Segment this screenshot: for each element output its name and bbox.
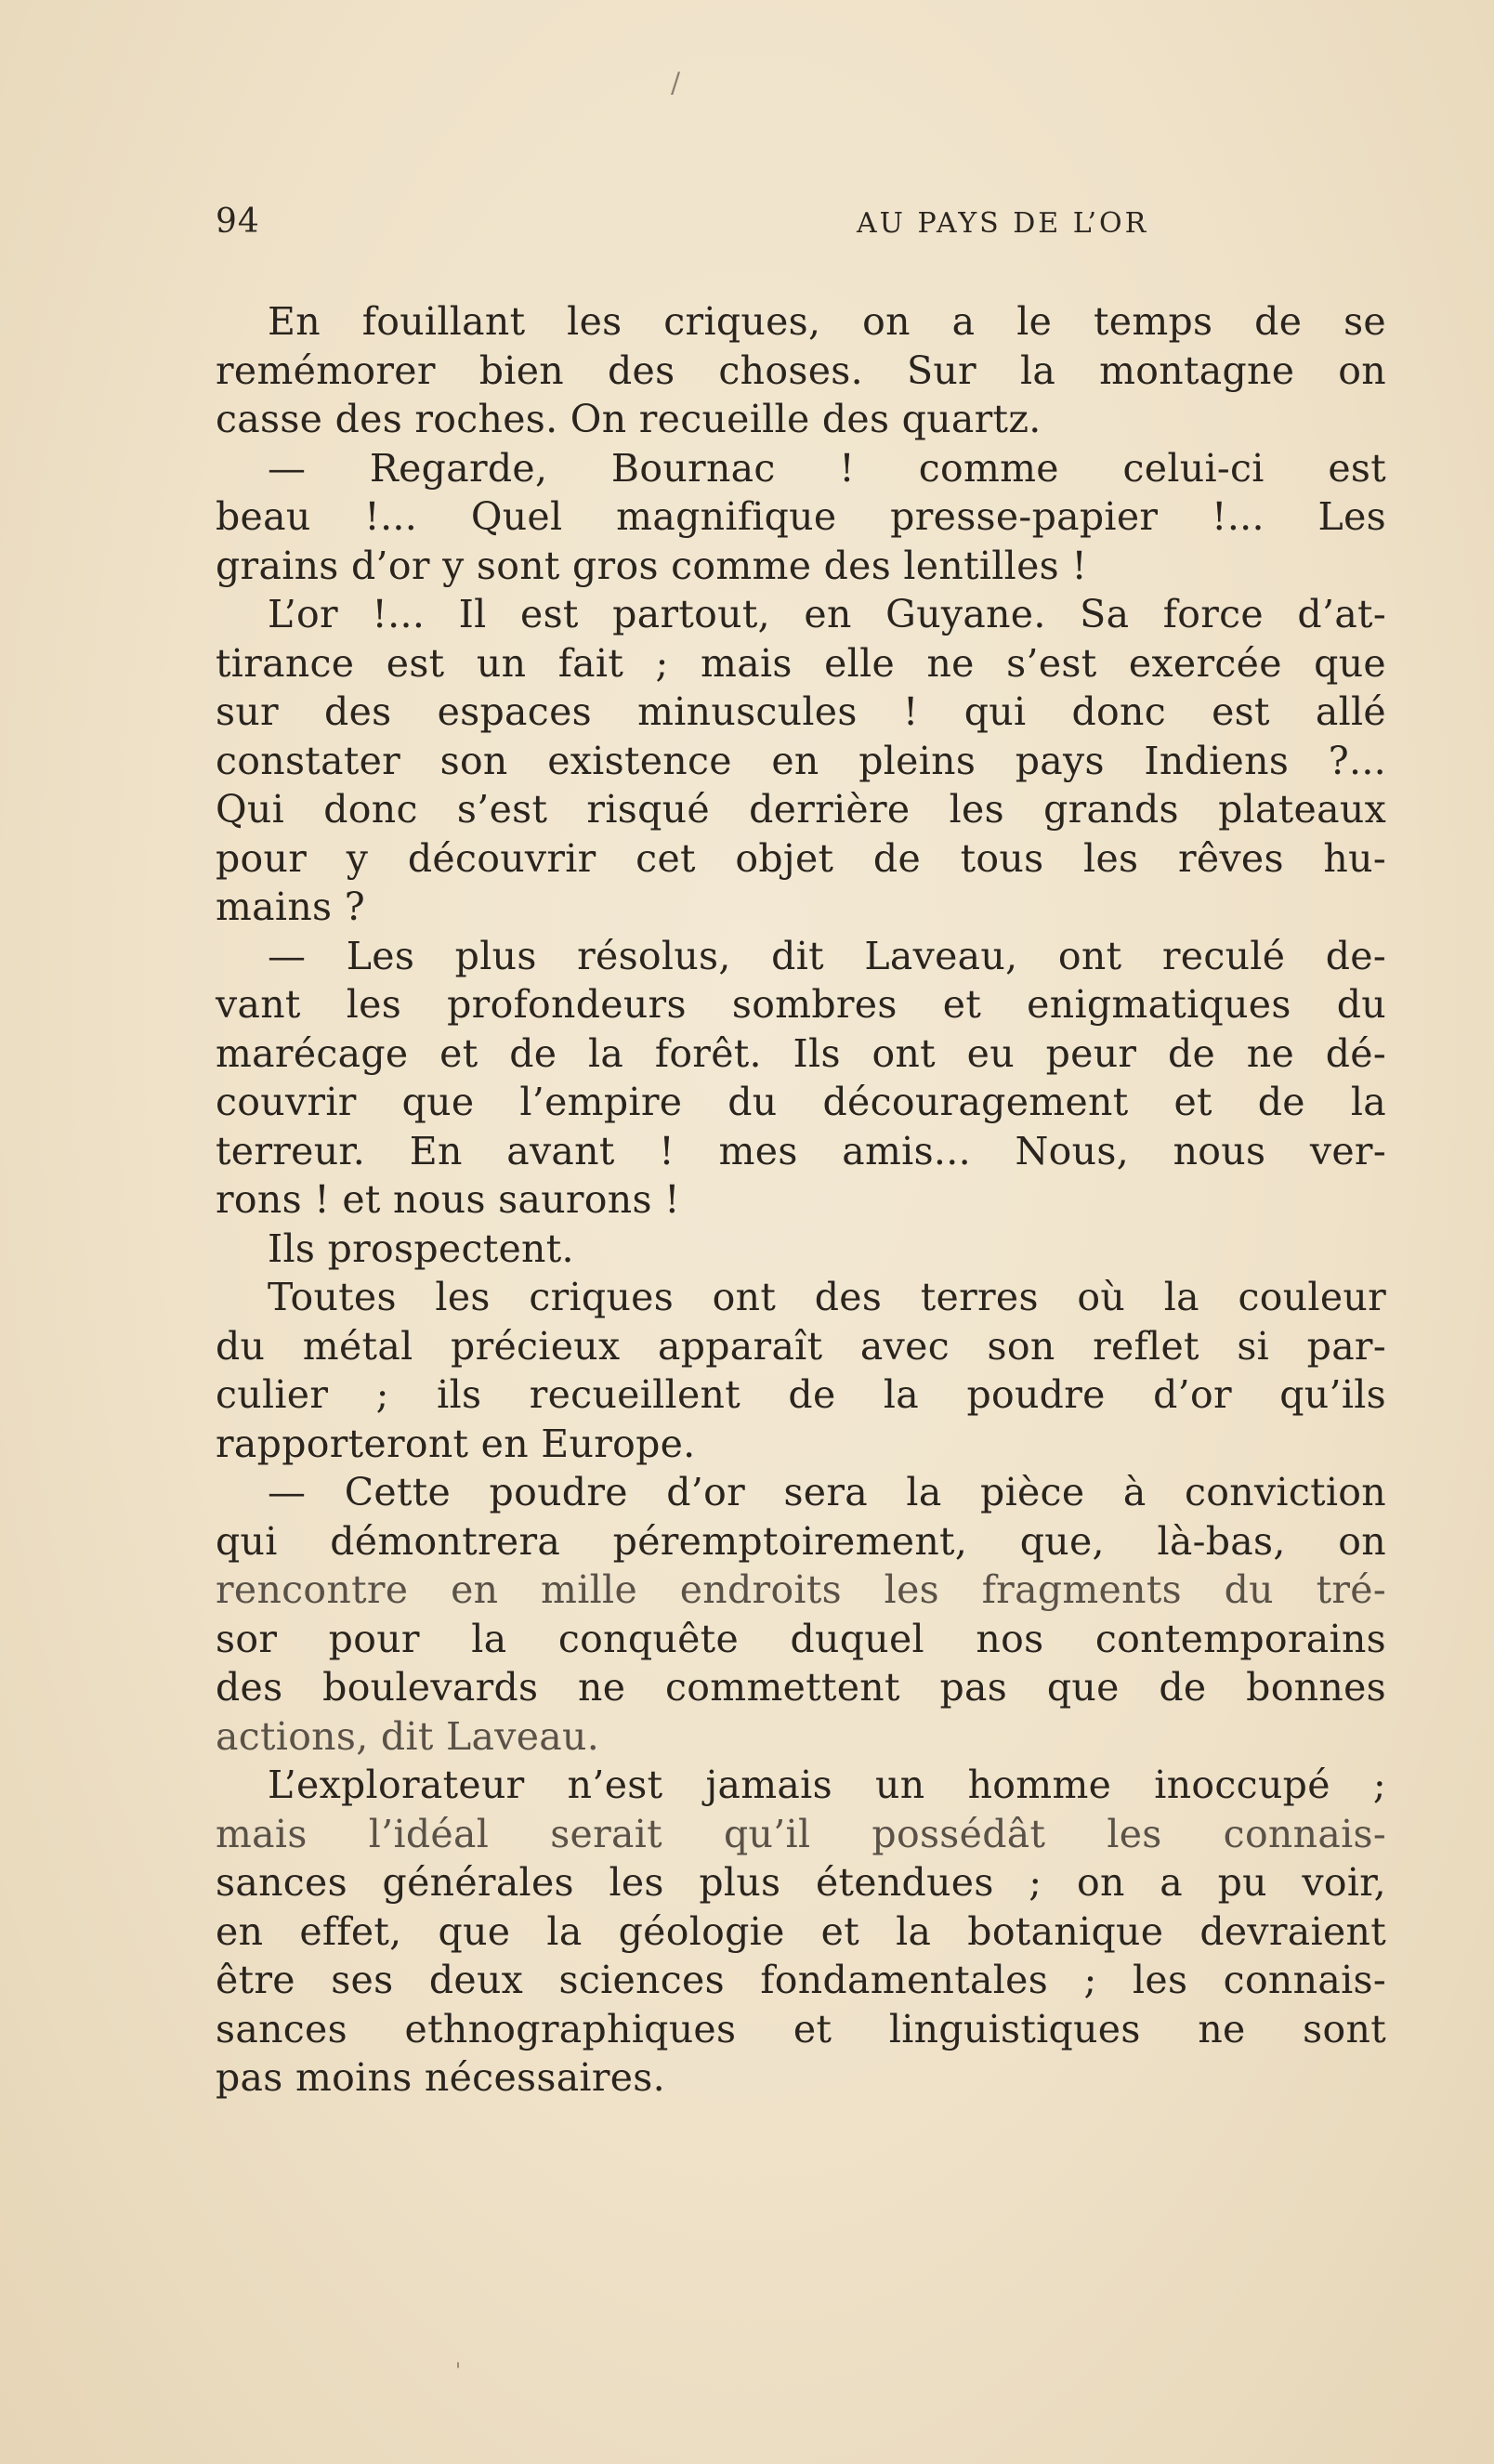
- text-line: Ils prospectent.: [268, 1225, 574, 1271]
- page-header: [216, 203, 1386, 249]
- text-line: Qui donc s’est risqué derrière les grands plateaux: [216, 787, 1386, 832]
- text-line: en effet, que la géologie et la botanique devraient: [216, 1908, 1386, 1954]
- text-line: marécage et de la forêt. Ils ont eu peur de ne dé-: [216, 1030, 1386, 1076]
- text-line: des boulevards ne commettent pas que de bonnes: [216, 1665, 1386, 1710]
- text-line: rons ! et nous saurons !: [216, 1177, 680, 1222]
- text-line: couvrir que l’empire du découragement et de la: [216, 1080, 1386, 1124]
- text-line: sur des espaces minuscules ! qui donc est allé: [216, 689, 1386, 734]
- text-line: mais l’idéal serait qu’il possédât les connais-: [216, 1811, 1386, 1856]
- text-line: qui démontrera péremptoirement, que, là-bas, on: [216, 1518, 1386, 1564]
- text-line: sances générales les plus étendues ; on a pu voir,: [216, 1860, 1386, 1905]
- text-line: — Regarde, Bournac ! comme celui-ci est: [268, 445, 1386, 491]
- text-line: grains d’or y sont gros comme des lentilles !: [216, 543, 1088, 588]
- text-line: casse des roches. On recueille des quartz.: [216, 397, 1042, 441]
- text-line: du métal précieux apparaît avec son reflet si par-: [216, 1323, 1386, 1369]
- text-line: rapporteront en Europe.: [216, 1421, 696, 1466]
- text-line: sor pour la conquête duquel nos contemporains: [216, 1616, 1386, 1661]
- text-line: rencontre en mille endroits les fragments du tré-: [216, 1567, 1386, 1612]
- text-line: L’or !... Il est partout, en Guyane. Sa force d’at-: [268, 592, 1386, 636]
- text-line: terreur. En avant ! mes amis... Nous, nous ver-: [216, 1128, 1386, 1173]
- text-line: En fouillant les criques, on a le temps de se: [268, 299, 1386, 344]
- text-line: mains ?: [216, 885, 365, 929]
- pencil-mark-decoration: ': [455, 2360, 462, 2383]
- text-line: culier ; ils recueillent de la poudre d’or qu’ils: [216, 1372, 1386, 1417]
- text-line: remémorer bien des choses. Sur la montagne on: [216, 347, 1386, 393]
- text-line: pour y découvrir cet objet de tous les rêves hu-: [216, 835, 1386, 881]
- pencil-mark-decoration: /: [671, 67, 681, 99]
- text-line: vant les profondeurs sombres et enigmatiques du: [216, 982, 1386, 1027]
- page-number: 94: [216, 203, 260, 241]
- text-line: — Les plus résolus, dit Laveau, ont reculé de-: [268, 933, 1386, 978]
- text-line: beau !... Quel magnifique presse-papier !... Les: [216, 494, 1386, 539]
- running-title: AU PAYS DE L’OR: [857, 207, 1149, 240]
- text-line: être ses deux sciences fondamentales ; les connais-: [216, 1958, 1386, 2002]
- text-line: — Cette poudre d’or sera la pièce à conviction: [268, 1470, 1386, 1514]
- text-line: L’explorateur n’est jamais un homme inoccupé ;: [268, 1763, 1386, 1807]
- text-line: sances ethnographiques et linguistiques ne sont: [216, 2006, 1386, 2051]
- text-line: pas moins nécessaires.: [216, 2055, 665, 2100]
- body-text: [216, 297, 1386, 2103]
- text-line: tirance est un fait ; mais elle ne s’est exercée que: [216, 640, 1386, 686]
- text-line: Toutes les criques ont des terres où la couleur: [268, 1275, 1386, 1319]
- text-line: actions, dit Laveau.: [216, 1713, 600, 1759]
- text-line: constater son existence en pleins pays Indiens ?...: [216, 738, 1386, 783]
